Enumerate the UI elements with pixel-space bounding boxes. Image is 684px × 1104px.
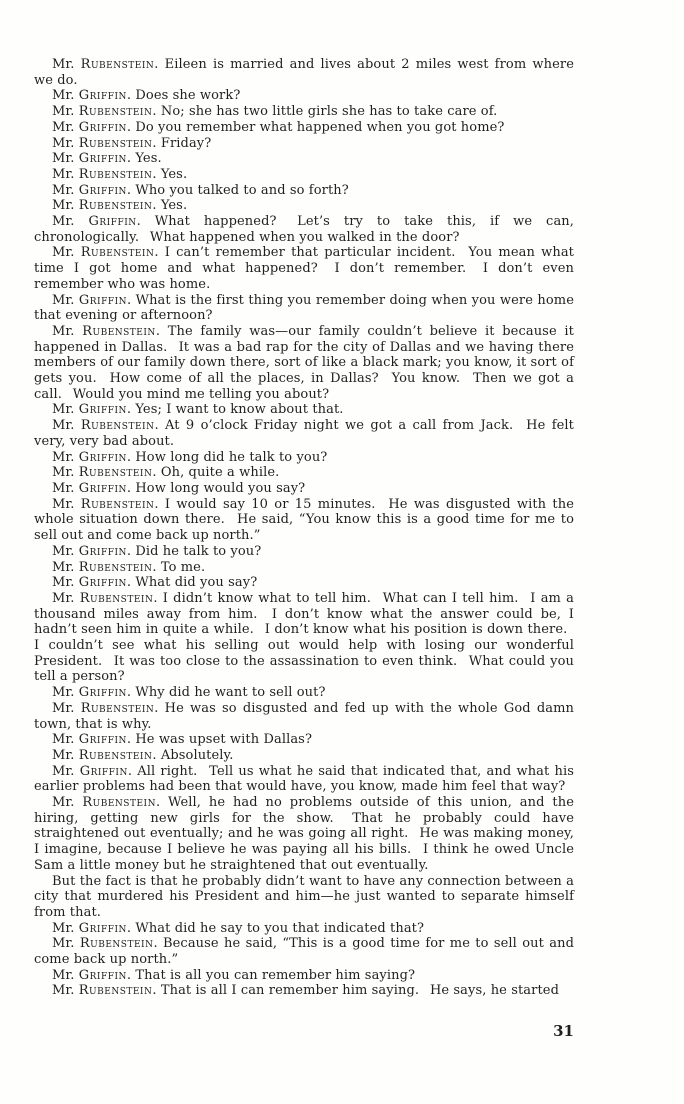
speaker-name: Mr. Rubenstein bbox=[52, 747, 153, 763]
speaker-name: Mr. Griffin bbox=[52, 575, 127, 591]
paragraph-text: . How long would you say? bbox=[126, 480, 306, 496]
paragraph-text: . Yes. bbox=[152, 166, 188, 182]
paragraph-text: . How long did he talk to you? bbox=[126, 449, 328, 465]
speaker-name: Mr. Griffin bbox=[52, 920, 127, 936]
speaker-name: Mr. Rubenstein bbox=[52, 135, 153, 151]
paragraph-text: . Because he said, “This is a good time for me to sell out and come back up north.” bbox=[34, 936, 574, 968]
speaker-name: Mr. Griffin bbox=[52, 543, 127, 559]
paragraph-text: . Do you remember what happened when you got home? bbox=[126, 119, 505, 135]
speaker-name: Mr. Rubenstein bbox=[52, 700, 155, 716]
speaker-name: Mr. Griffin bbox=[52, 685, 127, 701]
paragraph-text: . Yes. bbox=[152, 198, 188, 214]
paragraph-text: . Does she work? bbox=[126, 88, 241, 104]
transcript-paragraph bbox=[34, 560, 574, 576]
transcript-paragraph bbox=[34, 732, 574, 748]
transcript-paragraph bbox=[34, 324, 574, 403]
speaker-name: Mr. Rubenstein bbox=[52, 323, 156, 339]
transcript-paragraph bbox=[34, 764, 574, 795]
transcript-paragraph bbox=[34, 214, 574, 245]
transcript-paragraph bbox=[34, 544, 574, 560]
paragraph-text: . Yes; I want to know about that. bbox=[126, 402, 344, 418]
transcript-paragraph bbox=[34, 983, 574, 999]
speaker-name: Mr. Rubenstein bbox=[52, 559, 153, 575]
speaker-name: Mr. Griffin bbox=[52, 182, 127, 198]
paragraph-text: . What did you say? bbox=[126, 575, 258, 591]
transcript-paragraph bbox=[34, 465, 574, 481]
speaker-name: Mr. Rubenstein bbox=[52, 57, 155, 72]
transcript-paragraph bbox=[34, 450, 574, 466]
transcript-paragraph bbox=[34, 497, 574, 544]
transcript-paragraph bbox=[34, 167, 574, 183]
transcript-paragraph bbox=[34, 936, 574, 967]
paragraph-text: . I didn’t know what to tell him. What can I tell him. I am a thousand miles away from him. I don’t know what the answer could be, I hadn’t seen him in quite a while. I don’t know what his position is down there. I couldn’t see what his selling out would help with losing our wonderful President. It was too close to the assassination to even think. What could you tell a person? bbox=[34, 590, 575, 685]
speaker-name: Mr. Griffin bbox=[52, 88, 127, 104]
paragraph-text: . Absolutely. bbox=[152, 747, 234, 763]
paragraph-text: . The family was—our family couldn’t believe it because it happened in Dallas. It was a bad rap for the city of Dallas and we having there members of our family down there, sort of like a black mark; you know, it sort of gets you. How come of all the places, in Dallas? You know. Then we got a call. Would you mind me telling you about? bbox=[34, 323, 574, 402]
speaker-name: Mr. Griffin bbox=[52, 292, 128, 308]
paragraph-text: . I can’t remember that particular incident. You mean what time I got home and what happened? I don’t remember. I don’t even remember who was home. bbox=[34, 245, 574, 292]
paragraph-text: . All right. Tell us what he said that indicated that, and what his earlier problems had been that would have, you know, made him feel that way? bbox=[34, 763, 574, 795]
paragraph-text: . To me. bbox=[152, 559, 206, 575]
paragraph-text: . Oh, quite a while. bbox=[152, 465, 280, 481]
paragraph-text: . I would say 10 or 15 minutes. He was disgusted with the whole situation down there. He said, “You know this is a good time for me to sell out and come back up north.” bbox=[34, 496, 575, 544]
speaker-name: Mr. Griffin bbox=[52, 151, 127, 167]
transcript-paragraph bbox=[34, 968, 574, 984]
transcript-paragraph bbox=[34, 701, 574, 732]
paragraph-text: . He was so disgusted and fed up with the whole God damn town, that is why. bbox=[34, 700, 575, 732]
transcript-paragraph bbox=[34, 685, 574, 701]
transcript-paragraph bbox=[34, 795, 574, 874]
speaker-name: Mr. Rubenstein bbox=[52, 496, 155, 512]
transcript-paragraph bbox=[34, 57, 574, 88]
transcript-paragraph bbox=[34, 874, 574, 921]
transcript-paragraph bbox=[34, 418, 574, 449]
paragraph-text: . That is all I can remember him saying. He says, he started bbox=[152, 983, 560, 999]
paragraph-text: . No; she has two little girls she has to take care of. bbox=[152, 104, 498, 120]
paragraph-text: . What happened? Let’s try to take this, if we can, chronologically. What happened when you walked in the door? bbox=[34, 214, 574, 245]
speaker-name: Mr. Griffin bbox=[52, 449, 127, 465]
transcript-paragraph bbox=[34, 198, 574, 214]
speaker-name: Mr. Rubenstein bbox=[52, 245, 155, 261]
paragraph-text: . What did he say to you that indicated that? bbox=[126, 920, 425, 936]
speaker-name: Mr. Rubenstein bbox=[52, 795, 156, 811]
paragraph-text: . What is the first thing you remember doing when you were home that evening or afternoon? bbox=[34, 292, 574, 324]
transcript-paragraph bbox=[34, 120, 574, 136]
paragraph-text: . Yes. bbox=[126, 151, 162, 167]
speaker-name: Mr. Rubenstein bbox=[52, 104, 153, 120]
transcript-paragraph bbox=[34, 104, 574, 120]
speaker-name: Mr. Rubenstein bbox=[52, 936, 154, 952]
speaker-name: Mr. Griffin bbox=[52, 214, 137, 230]
paragraph-text: . At 9 o’clock Friday night we got a call from Jack. He felt very, very bad about. bbox=[34, 418, 575, 449]
speaker-name: Mr. Griffin bbox=[52, 119, 127, 135]
speaker-name: Mr. Griffin bbox=[52, 480, 127, 496]
page-number: 31 bbox=[553, 1022, 574, 1040]
transcript-paragraph bbox=[34, 183, 574, 199]
transcript-body bbox=[34, 57, 574, 999]
speaker-name: Mr. Rubenstein bbox=[52, 590, 154, 606]
paragraph-text: . Why did he want to sell out? bbox=[126, 685, 326, 701]
speaker-name: Mr. Rubenstein bbox=[52, 465, 153, 481]
transcript-paragraph bbox=[34, 591, 574, 685]
paragraph-text: . Well, he had no problems outside of this union, and the hiring, getting new girls for the show. That he probably could have straightened out eventually; and he was going all right. He was making money, I imagine, because I believe he was paying all his bills. I think he owed Uncle Sam a little money but he straightened that out eventually. bbox=[34, 795, 574, 873]
speaker-name: Mr. Griffin bbox=[52, 967, 127, 983]
transcript-paragraph bbox=[34, 245, 574, 292]
paragraph-text: . Eileen is married and lives about 2 miles west from where we do. bbox=[34, 57, 574, 88]
speaker-name: Mr. Griffin bbox=[52, 763, 128, 779]
speaker-name: Mr. Griffin bbox=[52, 402, 127, 418]
paragraph-text: But the fact is that he probably didn’t want to have any connection between a city that murdered his President and him—he just wanted to separate himself from that. bbox=[34, 873, 574, 920]
speaker-name: Mr. Griffin bbox=[52, 732, 127, 748]
transcript-paragraph bbox=[34, 575, 574, 591]
paragraph-text: . Friday? bbox=[152, 135, 212, 151]
transcript-paragraph bbox=[34, 748, 574, 764]
speaker-name: Mr. Rubenstein bbox=[52, 166, 153, 182]
speaker-name: Mr. Rubenstein bbox=[52, 418, 155, 434]
paragraph-text: . Who you talked to and so forth? bbox=[126, 182, 349, 198]
transcript-paragraph bbox=[34, 136, 574, 152]
transcript-paragraph bbox=[34, 293, 574, 324]
transcript-paragraph bbox=[34, 921, 574, 937]
speaker-name: Mr. Rubenstein bbox=[52, 983, 153, 999]
paragraph-text: . He was upset with Dallas? bbox=[126, 732, 313, 748]
paragraph-text: . That is all you can remember him saying? bbox=[126, 967, 416, 983]
paragraph-text: . Did he talk to you? bbox=[126, 543, 262, 559]
speaker-name: Mr. Rubenstein bbox=[52, 198, 153, 214]
transcript-paragraph bbox=[34, 88, 574, 104]
transcript-paragraph bbox=[34, 402, 574, 418]
transcript-paragraph bbox=[34, 481, 574, 497]
transcript-paragraph bbox=[34, 151, 574, 167]
